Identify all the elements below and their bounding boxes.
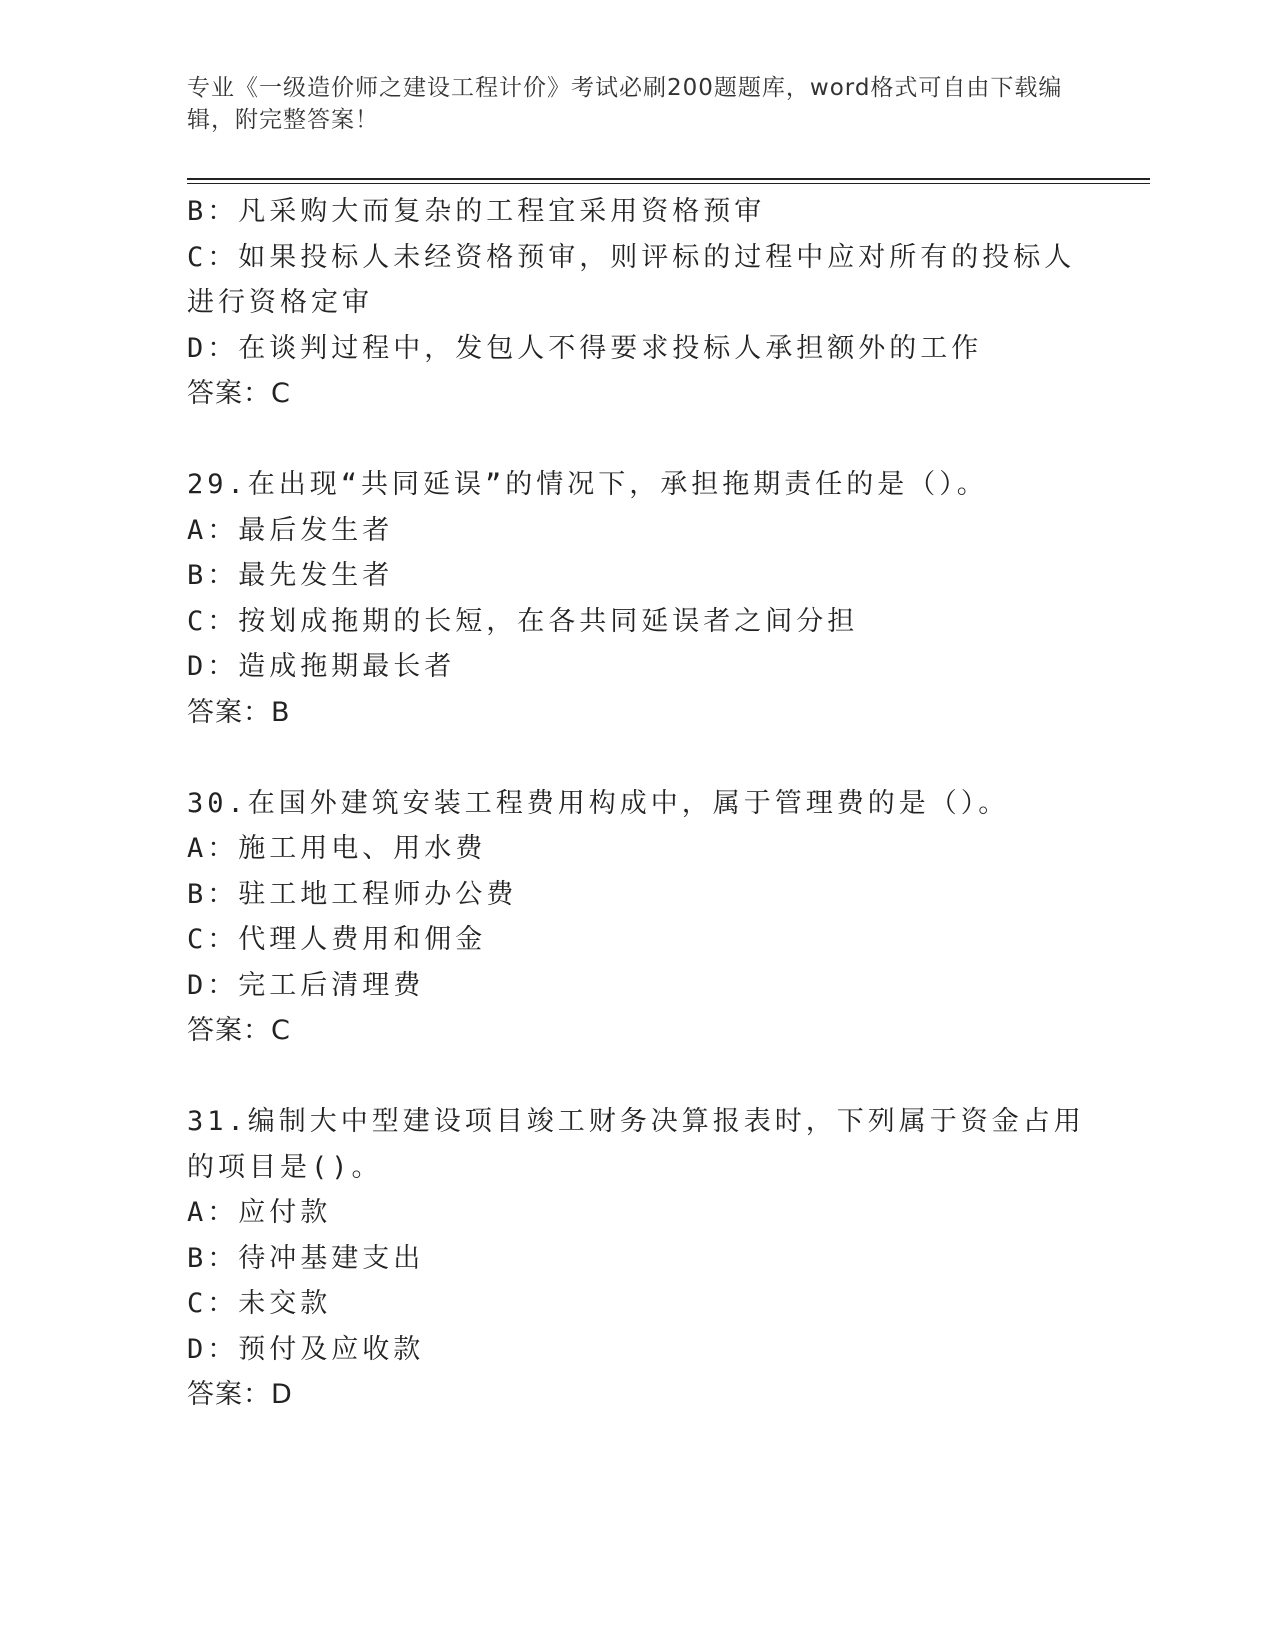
page-header: 专业《一级造价师之建设工程计价》考试必刷200题题库，word格式可自由下载编辑，附完整答案！ (187, 75, 1063, 133)
previous-question-tail (187, 189, 1087, 417)
option-d: D：完工后清理费 (187, 969, 425, 1001)
document-body (187, 189, 1087, 1418)
header-divider (187, 178, 1150, 180)
question-30 (187, 781, 1087, 1054)
option-a: A：最后发生者 (187, 514, 394, 546)
option-d: D：造成拖期最长者 (187, 651, 456, 682)
option-d: D：预付及应收款 (187, 1333, 425, 1365)
header-divider-thin (187, 183, 1150, 184)
option-b: B：待冲基建支出 (187, 1242, 425, 1274)
option-d: D：在谈判过程中，发包人不得要求投标人承担额外的工作 (187, 332, 983, 364)
answer: 答案：D (187, 1379, 293, 1410)
option-b: B：最先发生者 (187, 560, 394, 591)
question-29 (187, 462, 1087, 735)
option-b: B：驻工地工程师办公费 (187, 878, 518, 910)
answer: 答案：C (187, 1015, 291, 1046)
option-a: A：施工用电、用水费 (187, 833, 487, 864)
option-a: A：应付款 (187, 1197, 332, 1228)
question-31 (187, 1099, 1087, 1418)
question-stem: 29.在出现“共同延误”的情况下，承担拖期责任的是（）。 (187, 469, 988, 500)
option-c: C：如果投标人未经资格预审，则评标的过程中应对所有的投标人进行资格定审 (187, 241, 1076, 318)
option-b: B：凡采购大而复杂的工程宜采用资格预审 (187, 196, 766, 227)
question-stem: 30.在国外建筑安装工程费用构成中，属于管理费的是（）。 (187, 787, 1010, 819)
option-c: C：未交款 (187, 1288, 332, 1319)
option-c: C：代理人费用和佣金 (187, 924, 487, 955)
answer: 答案：C (187, 378, 291, 409)
answer: 答案：B (187, 696, 291, 728)
option-c: C：按划成拖期的长短，在各共同延误者之间分担 (187, 605, 859, 637)
question-stem: 31.编制大中型建设项目竣工财务决算报表时，下列属于资金占用的项目是()。 (187, 1106, 1085, 1183)
